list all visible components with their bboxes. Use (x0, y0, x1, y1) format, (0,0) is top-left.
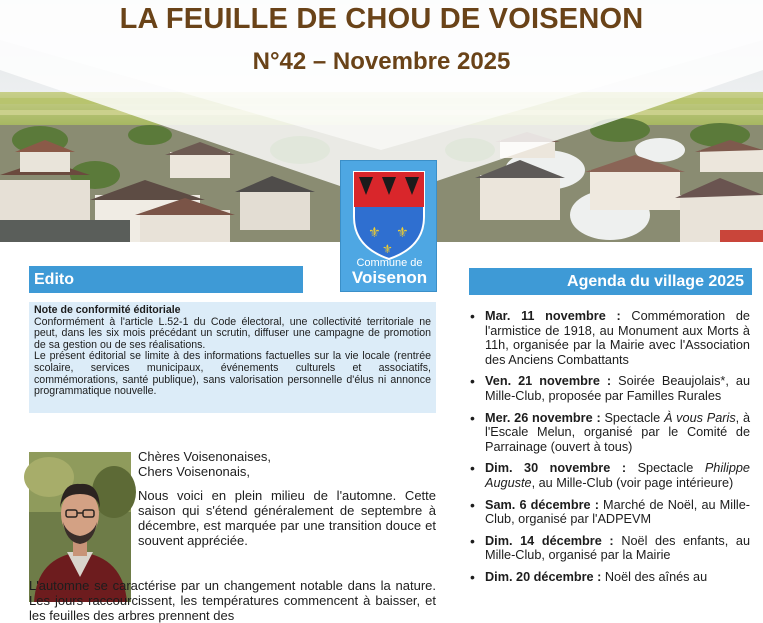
agenda-item (470, 309, 750, 367)
commune-logo (340, 160, 437, 292)
agenda-list (470, 309, 750, 592)
agenda-text: , à l'Escale Melun, organisé par le Comité de Parrainage (ouvert à tous) (485, 410, 751, 454)
greeting-line: Chers Voisenonais, (138, 464, 251, 479)
agenda-date: Dim. 30 novembre : (485, 461, 627, 476)
note-paragraph: Conformément à l'article L.52-1 du Code électoral, une collectivité territoriale ne peut, dans les six mois précédant un scrutin, diffuser une campagne de promotion de sa gestion ou de ses réalisations. (34, 315, 431, 351)
agenda-text: , au Mille-Club (voir page intérieure) (531, 475, 734, 490)
edito-heading: Edito (29, 266, 303, 293)
agenda-date: Dim. 20 décembre : (485, 569, 602, 584)
agenda-text-prefix: Spectacle (604, 410, 664, 425)
issue-number: N°42 – Novembre 2025 (252, 48, 511, 75)
greeting-line: Chères Voisenonaises, (138, 449, 271, 464)
agenda-item (470, 411, 750, 455)
logo-caption: Commune de (356, 257, 423, 269)
agenda-text: Noël des aînés au (604, 569, 708, 584)
svg-text:⚜: ⚜ (382, 242, 393, 256)
note-title: Note de conformité éditoriale (34, 304, 181, 316)
agenda-date: Dim. 14 décembre : (485, 533, 614, 548)
show-title: À vous Paris (663, 410, 736, 425)
agenda-item (470, 498, 750, 527)
agenda-heading: Agenda du village 2025 (469, 268, 752, 295)
agenda-item (470, 534, 750, 563)
newsletter-title: LA FEUILLE DE CHOU DE VOISENON (119, 3, 644, 35)
note-paragraph: Le présent éditorial se limite à des informations factuelles sur la vie locale (rentrée scolaire, services municipaux, événements culturels et associatifs, commémorations, santé publique), sans valorisation personnelle d'élus ni annonce programmatique nouvelle. (34, 350, 431, 398)
agenda-item (470, 374, 750, 403)
agenda-item (470, 570, 750, 585)
edito-paragraph: L'automne se caractérise par un changement notable dans la nature. Les jours raccourcissent, les températures commencent à baisser, et les feuilles des arbres prennent des (29, 578, 436, 623)
agenda-date: Sam. 6 décembre : (485, 497, 599, 512)
coat-of-arms-icon (351, 169, 427, 261)
agenda-date: Mar. 11 novembre : (485, 309, 621, 323)
agenda-text: Commémoration de l'armistice de 1918, au Monument aux Morts à 11h, organisée par la Mairie avec l'Association des Anciens Combattants (485, 309, 750, 367)
editorial-compliance-note (29, 302, 436, 413)
agenda-date: Ven. 21 novembre : (485, 374, 612, 389)
agenda-text-prefix: Spectacle (637, 461, 705, 476)
agenda-item (470, 461, 750, 490)
edito-letter (138, 449, 436, 548)
svg-text:⚜: ⚜ (368, 225, 381, 241)
logo-commune-name: Voisenon (351, 268, 428, 287)
agenda-text: Marché de Noël, au Mille-Club, organisé par l'ADPEVM (485, 497, 750, 527)
edito-paragraph: Nous voici en plein milieu de l'automne. Cette saison qui s'étend généralement de septembre à décembre, est marquée par une transition douce et souvent appréciée. (138, 488, 436, 548)
agenda-text: Noël des enfants, au Mille-Club, organisé par la Mairie (485, 533, 751, 563)
svg-text:⚜: ⚜ (396, 225, 409, 241)
agenda-text: Soirée Beaujolais*, au Mille-Club, proposée par Familles Rurales (485, 374, 751, 403)
show-title: Philippe Auguste (485, 461, 750, 490)
agenda-date: Mer. 26 novembre : (485, 410, 601, 425)
